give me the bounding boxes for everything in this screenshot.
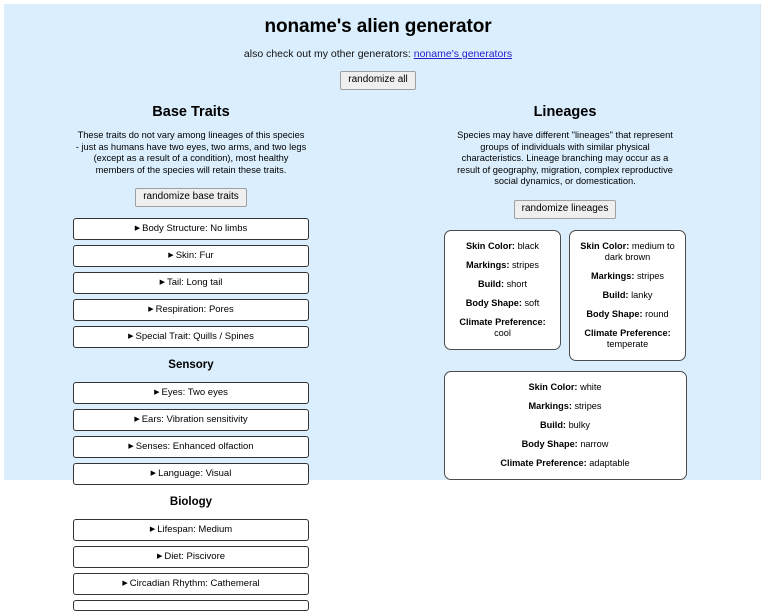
base-traits-description: These traits do not vary among lineages of this species - just as humans have two eyes, two arms, and two legs (except as a result of a condition), most healthy members of the species will retain these traits. [75, 130, 307, 175]
attr-label: Skin Color: [465, 240, 515, 251]
lineage-attr-build [453, 279, 552, 290]
triangle-right-icon: ▶ [159, 279, 165, 286]
trait-label: Diet: Piscivore [164, 551, 226, 562]
biology-heading: Biology [169, 496, 213, 508]
lineage-attr-markings [578, 271, 677, 282]
attr-label: Climate Preference: [500, 457, 587, 468]
attr-value: cool [494, 327, 511, 338]
page-content [4, 4, 752, 616]
attr-label: Build: [602, 289, 629, 300]
randomize-base-traits-wrap [4, 186, 378, 207]
base-traits-column [4, 104, 378, 616]
trait-button-partially-visible[interactable] [73, 600, 309, 611]
lineage-attr-skin-color [453, 382, 678, 393]
page-title: noname's alien generator [264, 16, 492, 37]
triangle-right-icon: ▶ [156, 553, 163, 560]
randomize-all-button[interactable]: randomize all [340, 71, 415, 90]
trait-label: Body Structure: No limbs [142, 223, 248, 234]
lineage-card[interactable] [569, 230, 686, 361]
attr-label: Body Shape: [521, 438, 578, 449]
randomize-lineages-wrap [378, 198, 752, 219]
lineage-attr-climate-preference [453, 458, 678, 469]
lineage-attr-body-shape [578, 309, 677, 320]
subtitle-text: also check out my other generators: [243, 48, 411, 60]
lineage-attr-climate-preference [453, 317, 552, 339]
attr-label: Build: [477, 278, 505, 289]
trait-label: Lifespan: Medium [157, 524, 233, 535]
trait-button-eyes[interactable] [73, 382, 309, 404]
lineage-card[interactable] [444, 371, 687, 480]
attr-label: Climate Preference: [584, 327, 671, 338]
triangle-right-icon: ▶ [128, 333, 134, 340]
attr-value: stripes [511, 259, 540, 270]
lineage-attr-build [453, 420, 678, 431]
trait-button-senses[interactable] [73, 436, 309, 458]
browser-viewport [4, 4, 761, 589]
triangle-right-icon: ▶ [149, 526, 156, 533]
attr-value: stripes [574, 400, 602, 411]
attr-value: bulky [568, 419, 591, 430]
triangle-right-icon: ▶ [128, 443, 134, 450]
trait-button-body-structure[interactable] [73, 218, 309, 240]
attr-label: Markings: [590, 270, 635, 281]
trait-button-tail[interactable] [73, 272, 309, 294]
base-traits-list [73, 218, 309, 348]
trait-button-skin[interactable] [73, 245, 309, 267]
attr-value: white [580, 381, 602, 392]
triangle-right-icon: ▶ [148, 306, 154, 313]
lineage-attr-skin-color [453, 241, 552, 252]
lineages-column [378, 104, 752, 480]
lineage-attr-climate-preference [578, 328, 677, 350]
triangle-right-icon: ▶ [134, 225, 141, 232]
trait-button-respiration[interactable] [73, 299, 309, 321]
biology-traits-list [73, 519, 309, 611]
triangle-right-icon: ▶ [150, 470, 157, 477]
attr-label: Climate Preference: [459, 316, 546, 327]
trait-button-special-trait[interactable] [73, 326, 309, 348]
attr-value: lanky [631, 289, 653, 300]
lineage-attr-body-shape [453, 298, 552, 309]
triangle-right-icon: ▶ [168, 252, 174, 259]
attr-label: Markings: [465, 259, 510, 270]
attr-label: Build: [539, 419, 566, 430]
lineage-attr-skin-color [578, 241, 677, 263]
lineage-cards-row-secondary [378, 371, 752, 480]
attr-value: stripes [636, 270, 665, 281]
trait-button-lifespan[interactable] [73, 519, 309, 541]
triangle-right-icon: ▶ [134, 416, 140, 423]
randomize-lineages-button[interactable]: randomize lineages [514, 200, 617, 219]
attr-value: temperate [606, 338, 649, 349]
other-generators-link[interactable]: noname's generators [413, 48, 513, 60]
attr-label: Body Shape: [465, 297, 522, 308]
triangle-right-icon: ▶ [154, 389, 160, 396]
randomize-base-traits-button[interactable]: randomize base traits [135, 188, 247, 207]
trait-button-diet[interactable] [73, 546, 309, 568]
attr-value: medium to dark brown [604, 240, 675, 262]
attr-value: short [506, 278, 528, 289]
attr-value: black [517, 240, 540, 251]
attr-label: Skin Color: [580, 240, 630, 251]
trait-button-ears[interactable] [73, 409, 309, 431]
lineage-attr-body-shape [453, 439, 678, 450]
attr-value: adaptable [589, 457, 630, 468]
base-traits-heading: Base Traits [152, 104, 230, 120]
trait-label: Eyes: Two eyes [161, 387, 228, 398]
lineage-cards-row [378, 230, 752, 361]
lineage-attr-markings [453, 260, 552, 271]
triangle-right-icon: ▶ [122, 580, 128, 587]
attr-label: Body Shape: [586, 308, 643, 319]
trait-label: Ears: Vibration sensitivity [141, 414, 248, 425]
trait-button-language[interactable] [73, 463, 309, 485]
trait-label: Circadian Rhythm: Cathemeral [129, 578, 260, 589]
trait-button-circadian-rhythm[interactable] [73, 573, 309, 595]
trait-label: Special Trait: Quills / Spines [135, 331, 254, 342]
lineages-heading: Lineages [533, 104, 597, 120]
main-columns [4, 104, 752, 616]
lineage-attr-build [578, 290, 677, 301]
lineage-attr-markings [453, 401, 678, 412]
sensory-traits-list [73, 382, 309, 485]
subtitle [4, 48, 752, 60]
trait-label: Tail: Long tail [166, 277, 223, 288]
lineages-description: Species may have different "lineages" that represent groups of individuals with similar physical characteristics. Lineage branching may occur as a result of geography, migration, complex reproductive social dynamics, or domestication. [457, 130, 673, 186]
attr-value: round [645, 308, 669, 319]
randomize-all-wrap [4, 69, 752, 90]
trait-label: Senses: Enhanced olfaction [135, 441, 254, 452]
trait-label: Respiration: Pores [155, 304, 234, 315]
attr-value: soft [524, 297, 540, 308]
sensory-heading: Sensory [168, 359, 214, 371]
attr-value: narrow [580, 438, 609, 449]
attr-label: Skin Color: [528, 381, 578, 392]
lineage-card[interactable] [444, 230, 561, 350]
trait-label: Language: Visual [158, 468, 232, 479]
attr-label: Markings: [528, 400, 572, 411]
trait-label: Skin: Fur [175, 250, 214, 261]
page-header [4, 4, 752, 90]
